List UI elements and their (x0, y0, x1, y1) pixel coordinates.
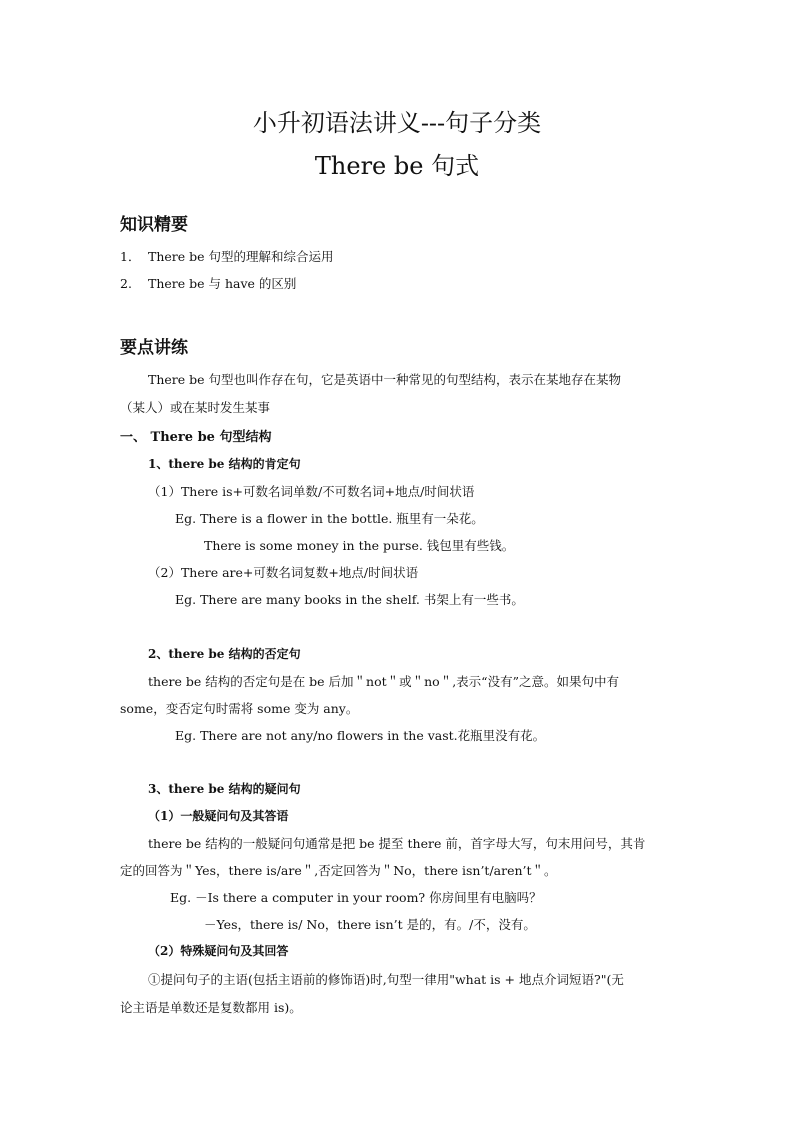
list-item-text: There be 句型的理解和综合运用 (148, 249, 334, 264)
rule-line: （1）There is+可数名词单数/不可数名词+地点/时间状语 (148, 484, 475, 499)
example-line: There is some money in the purse. 钱包里有些钱。 (204, 538, 515, 553)
example-line: －Yes，there is/ No，there isn’t 是的，有。/不，没有。 (204, 917, 536, 932)
subheading-negative: 2、there be 结构的否定句 (148, 647, 301, 661)
part-heading-structure: 一、 There be 句型结构 (120, 430, 272, 445)
section-heading-key-points: 要点讲练 (120, 338, 188, 358)
paragraph-line: there be 结构的一般疑问句通常是把 be 提至 there 前，首字母大写，句末用问号，其肯 (148, 836, 646, 851)
list-item-number: 2. (120, 276, 132, 291)
example-line: Eg. －Is there a computer in your room? 你房间里有电脑吗？ (170, 890, 542, 905)
paragraph-line: there be 结构的否定句是在 be 后加＂not＂或＂no＂,表示“没有”之意。如果句中有 (148, 674, 619, 689)
intro-line: （某人）或在某时发生某事 (120, 400, 271, 415)
paragraph-line: some，变否定句时需将 some 变为 any。 (120, 701, 359, 716)
example-line: Eg. There are many books in the shelf. 书架上有一些书。 (175, 592, 524, 607)
paragraph-line: 定的回答为＂Yes，there is/are＂,否定回答为＂No，there isn’t/aren’t＂。 (120, 863, 557, 878)
section-heading-knowledge: 知识精要 (120, 215, 188, 235)
example-line: Eg. There are not any/no flowers in the vast.花瓶里没有花。 (175, 728, 546, 743)
page-title: 小升初语法讲义---句子分类 (252, 109, 542, 137)
subheading-special-question: （2）特殊疑问句及其回答 (148, 944, 289, 958)
subheading-general-question: （1）一般疑问句及其答语 (148, 809, 289, 823)
paragraph-line: 论主语是单数还是复数都用 is)。 (120, 1000, 302, 1015)
example-line: Eg. There is a flower in the bottle. 瓶里有一朵花。 (175, 511, 484, 526)
paragraph-line: ①提问句子的主语(包括主语前的修饰语)时,句型一律用"what is + 地点介词短语?"(无 (148, 972, 624, 987)
subheading-affirmative: 1、there be 结构的肯定句 (148, 457, 301, 471)
rule-line: （2）There are+可数名词复数+地点/时间状语 (148, 565, 419, 580)
list-item-text: There be 与 have 的区别 (148, 276, 297, 291)
intro-line: There be 句型也叫作存在句，它是英语中一种常见的句型结构，表示在某地存在某物 (148, 372, 622, 387)
subheading-interrogative: 3、there be 结构的疑问句 (148, 782, 301, 796)
page-subtitle: There be 句式 (314, 152, 480, 180)
list-item-number: 1． (120, 249, 141, 264)
list-item (120, 274, 296, 292)
list-item (120, 247, 334, 265)
